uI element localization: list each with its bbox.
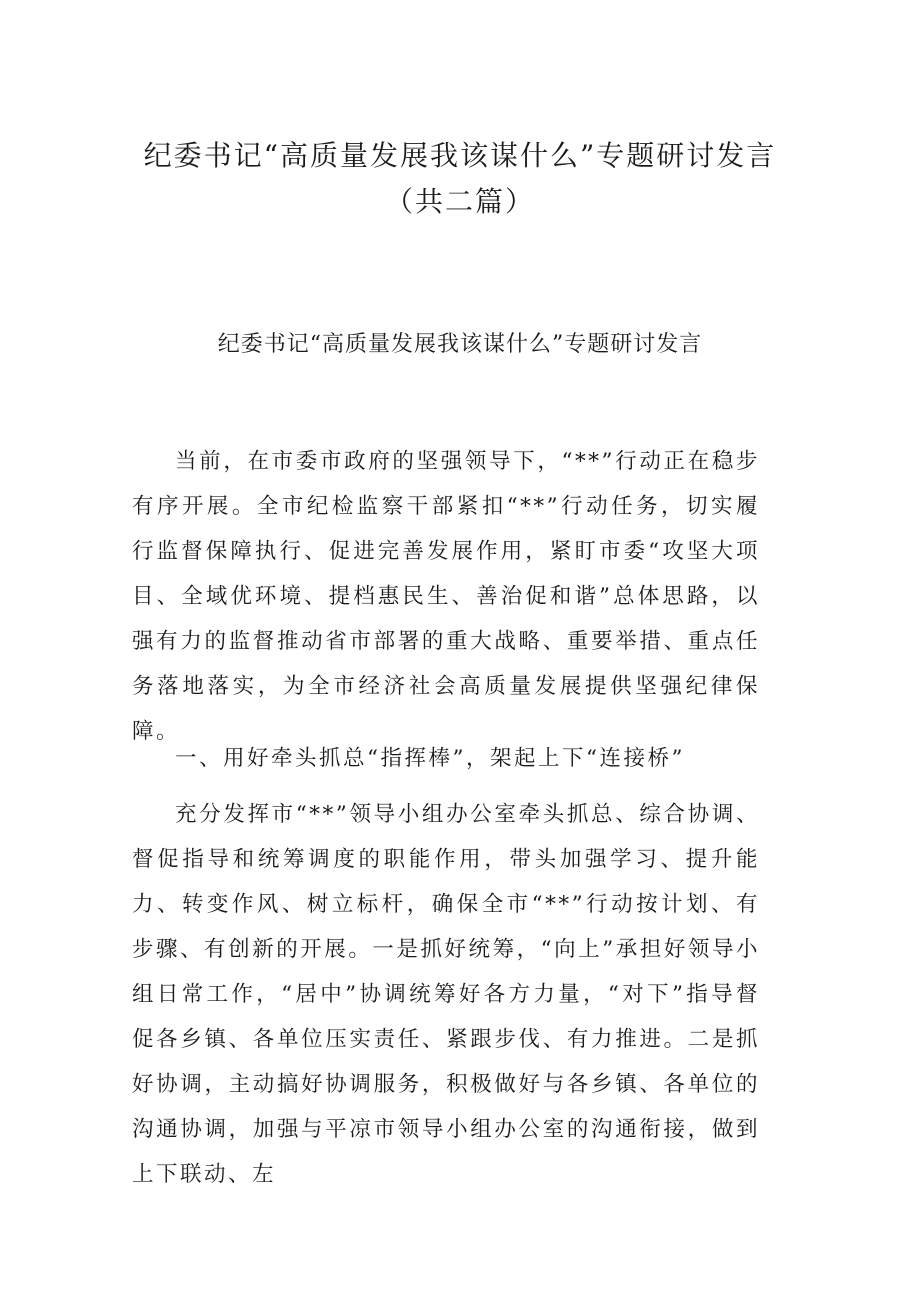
document-title-count: （共二篇） <box>384 185 535 218</box>
document-title: 纪委书记“高质量发展我该谋什么”专题研讨发言 <box>143 139 777 172</box>
body-paragraph: 当前，在市委市政府的坚强领导下，“**”行动正在稳步有序开展。全市纪检监察干部紧扣“**”行动任务，切实履行监督保障执行、促进完善发展作用，紧盯市委“攻坚大项目、全域优环境、提档惠民生、善治促和谐”总体思路，以强有力的监督推动省市部署的重大战略、重要举措、重点任务落地落实，为全市经济社会高质量发展提供坚强纪律保障。 <box>132 449 760 744</box>
section-heading: 一、用好牵头抓总“指挥棒”，架起上下“连接桥” <box>175 746 685 771</box>
body-paragraph: 充分发挥市“**”领导小组办公室牵头抓总、综合协调、督促指导和统筹调度的职能作用，带头加强学习、提升能力、转变作风、树立标杆，确保全市“**”行动按计划、有步骤、有创新的开展。一是抓好统筹，“向上”承担好领导小组日常工作，“居中”协调统筹好各方力量，“对下”指导督促各乡镇、各单位压实责任、紧跟步伐、有力推进。二是抓好协调，主动搞好协调服务，积极做好与各乡镇、各单位的沟通协调，加强与平凉市领导小组办公室的沟通衔接，做到上下联动、左 <box>132 802 760 1187</box>
section-title: 纪委书记“高质量发展我该谋什么”专题研讨发言 <box>217 332 703 357</box>
